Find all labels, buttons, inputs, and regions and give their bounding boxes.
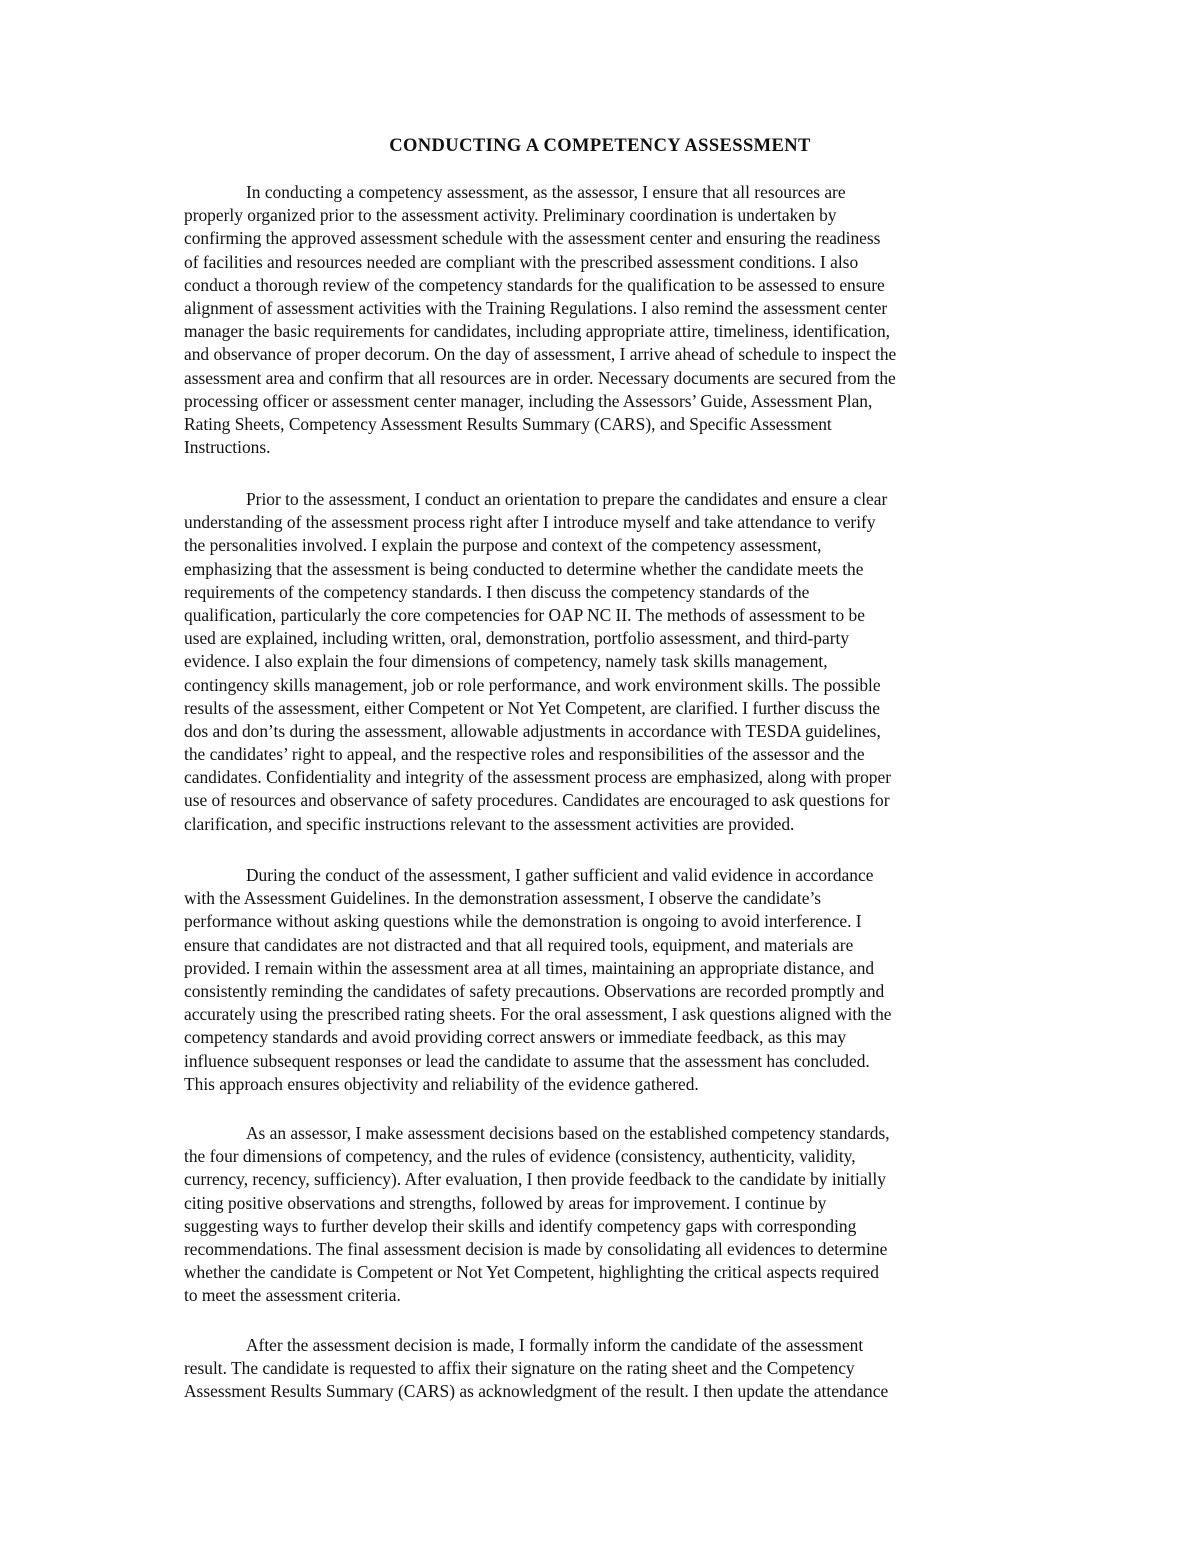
text-line: requirements of the competency standards. I then discuss the competency standards of the — [184, 581, 810, 602]
text-line: performance without asking questions while the demonstration is ongoing to avoid interference. I — [184, 911, 862, 932]
text-line: processing officer or assessment center manager, including the Assessors’ Guide, Assessment Plan, — [184, 390, 873, 411]
text-line: ensure that candidates are not distracted and that all required tools, equipment, and materials are — [184, 934, 854, 955]
text-line: to meet the assessment criteria. — [184, 1285, 401, 1306]
text-line: competency standards and avoid providing correct answers or immediate feedback, as this may — [184, 1027, 847, 1048]
paragraph-orientation — [184, 488, 1024, 836]
text-line: contingency skills management, job or role performance, and work environment skills. The possible — [184, 674, 881, 695]
text-line: the candidates’ right to appeal, and the respective roles and responsibilities of the assessor and the — [184, 744, 865, 765]
text-line: alignment of assessment activities with the Training Regulations. I also remind the assessment center — [184, 297, 888, 318]
paragraph-assessment-decision — [184, 1122, 1024, 1308]
text-line: used are explained, including written, oral, demonstration, portfolio assessment, and third-party — [184, 628, 850, 649]
text-line: manager the basic requirements for candidates, including appropriate attire, timeliness, identification, — [184, 321, 891, 342]
text-line: with the Assessment Guidelines. In the demonstration assessment, I observe the candidate’s — [184, 888, 822, 909]
text-line: This approach ensures objectivity and reliability of the evidence gathered. — [184, 1073, 699, 1094]
text-line: whether the candidate is Competent or Not Yet Competent, highlighting the critical aspects required — [184, 1262, 879, 1283]
text-line: assessment area and confirm that all resources are in order. Necessary documents are secured from the — [184, 367, 896, 388]
text-line: influence subsequent responses or lead the candidate to assume that the assessment has concluded. — [184, 1050, 870, 1071]
text-line: Instructions. — [184, 437, 271, 458]
text-line: Assessment Results Summary (CARS) as acknowledgment of the result. I then update the attendance — [184, 1381, 889, 1402]
text-line: understanding of the assessment process right after I introduce myself and take attendance to verify — [184, 512, 876, 533]
text-line: the personalities involved. I explain the purpose and context of the competency assessment, — [184, 535, 822, 556]
text-line: evidence. I also explain the four dimensions of competency, namely task skills management, — [184, 651, 828, 672]
text-line: dos and don’ts during the assessment, allowable adjustments in accordance with TESDA guidelines, — [184, 720, 881, 741]
text-line: clarification, and specific instructions relevant to the assessment activities are provided. — [184, 813, 795, 834]
text-line: Rating Sheets, Competency Assessment Results Summary (CARS), and Specific Assessment — [184, 413, 832, 434]
text-line: Prior to the assessment, I conduct an orientation to prepare the candidates and ensure a clear — [246, 489, 888, 509]
text-line: of facilities and resources needed are compliant with the prescribed assessment conditions. I also — [184, 251, 859, 272]
text-line: emphasizing that the assessment is being conducted to determine whether the candidate meets the — [184, 558, 864, 579]
text-line: citing positive observations and strengths, followed by areas for improvement. I continue by — [184, 1192, 827, 1213]
text-line: and observance of proper decorum. On the day of assessment, I arrive ahead of schedule to inspect the — [184, 344, 897, 365]
text-line: consistently reminding the candidates of safety precautions. Observations are recorded promptly and — [184, 980, 885, 1001]
text-line: In conducting a competency assessment, as the assessor, I ensure that all resources are — [246, 182, 846, 202]
text-line: result. The candidate is requested to affix their signature on the rating sheet and the Competency — [184, 1358, 855, 1379]
paragraph-preparation — [184, 181, 1024, 459]
text-line: qualification, particularly the core competencies for OAP NC II. The methods of assessment to be — [184, 604, 865, 625]
text-line: recommendations. The final assessment decision is made by consolidating all evidences to determine — [184, 1238, 888, 1259]
text-line: currency, recency, sufficiency). After evaluation, I then provide feedback to the candidate by initially — [184, 1169, 886, 1190]
paragraph-result-notification — [184, 1334, 1024, 1404]
text-line: suggesting ways to further develop their skills and identify competency gaps with corresponding — [184, 1215, 857, 1236]
text-line: properly organized prior to the assessment activity. Preliminary coordination is undertaken by — [184, 205, 837, 226]
text-line: use of resources and observance of safety procedures. Candidates are encouraged to ask questions for — [184, 790, 890, 811]
text-line: candidates. Confidentiality and integrity of the assessment process are emphasized, along with proper — [184, 767, 892, 788]
paragraph-evidence-gathering — [184, 864, 1024, 1096]
text-line: conduct a thorough review of the competency standards for the qualification to be assessed to ensure — [184, 274, 885, 295]
text-line: During the conduct of the assessment, I gather sufficient and valid evidence in accordance — [246, 865, 874, 885]
text-line: the four dimensions of competency, and the rules of evidence (consistency, authenticity, validity, — [184, 1146, 856, 1167]
text-line: results of the assessment, either Competent or Not Yet Competent, are clarified. I further discuss the — [184, 697, 880, 718]
text-line: As an assessor, I make assessment decisions based on the established competency standards, — [246, 1123, 890, 1143]
text-line: After the assessment decision is made, I formally inform the candidate of the assessment — [246, 1335, 864, 1355]
document-title: CONDUCTING A COMPETENCY ASSESSMENT — [389, 136, 811, 156]
text-line: accurately using the prescribed rating sheets. For the oral assessment, I ask questions aligned with the — [184, 1004, 892, 1025]
text-line: provided. I remain within the assessment area at all times, maintaining an appropriate distance, and — [184, 957, 875, 978]
text-line: confirming the approved assessment schedule with the assessment center and ensuring the readiness — [184, 228, 881, 249]
